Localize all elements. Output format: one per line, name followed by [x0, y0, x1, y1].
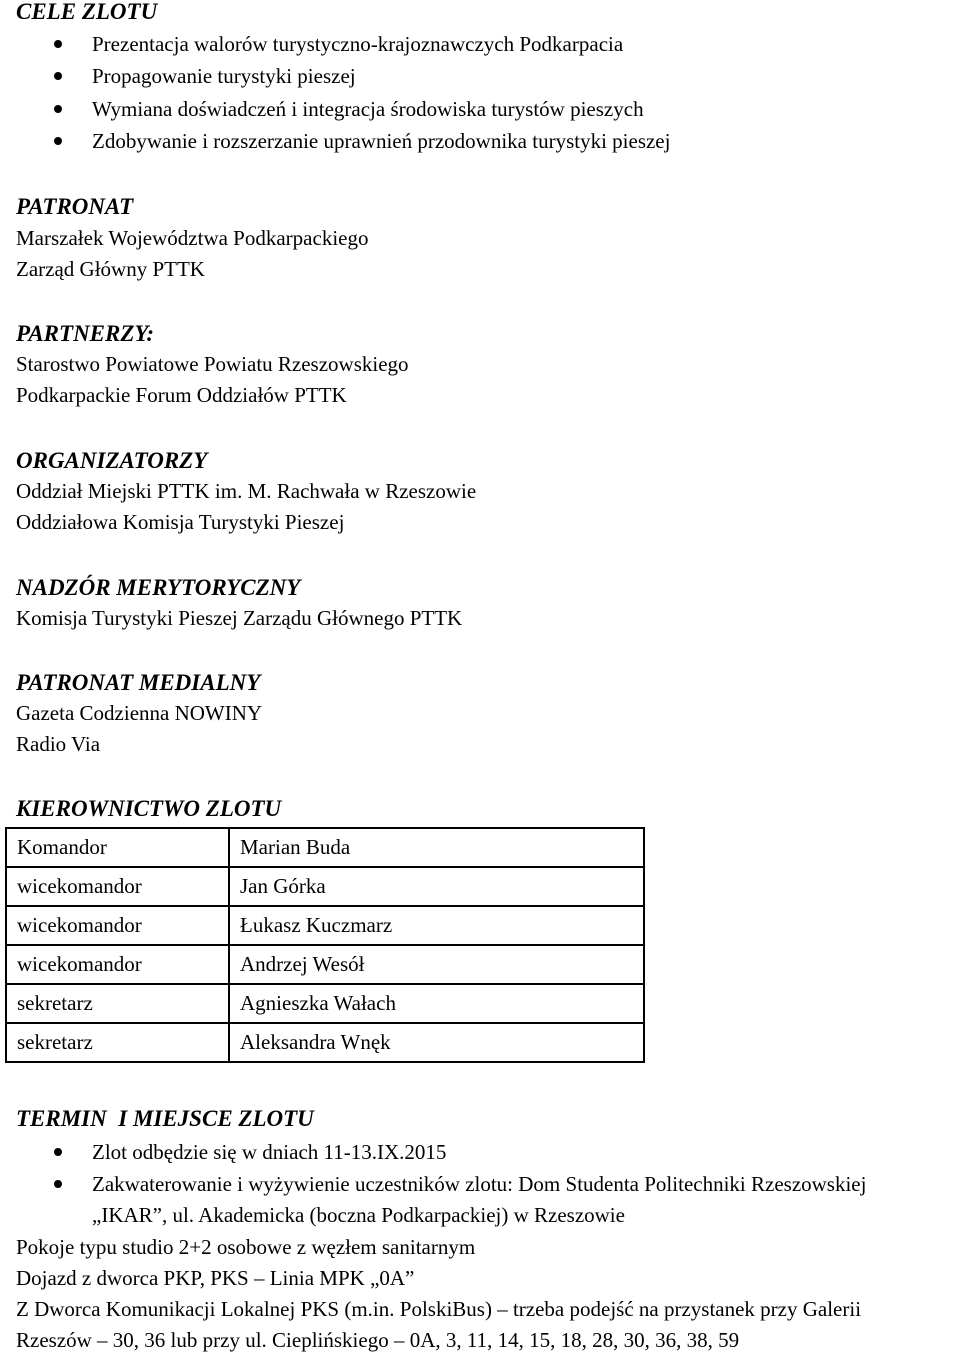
- person-cell: Jan Górka: [229, 867, 644, 906]
- table-row: [6, 1023, 644, 1062]
- role-cell: wicekomandor: [6, 906, 229, 945]
- venue-bullet: Zakwaterowanie i wyżywienie uczestników zlotu: Dom Studenta Politechniki Rzeszowskiej: [92, 1172, 867, 1196]
- goals-item: Wymiana doświadczeń i integracja środowiska turystów pieszych: [92, 97, 644, 121]
- bullet-icon: [54, 40, 62, 48]
- patronage-line: Zarząd Główny PTTK: [16, 257, 205, 281]
- supervision-heading: NADZÓR MERYTORYCZNY: [16, 575, 301, 600]
- goals-item: Prezentacja walorów turystyczno-krajoznawczych Podkarpacia: [92, 32, 624, 56]
- bullet-icon: [54, 105, 62, 113]
- patronage-heading: PATRONAT: [16, 194, 134, 219]
- partners-line: Starostwo Powiatowe Powiatu Rzeszowskiego: [16, 352, 409, 376]
- supervision-line: Komisja Turystyki Pieszej Zarządu Głównego PTTK: [16, 606, 463, 630]
- person-cell: Marian Buda: [229, 828, 644, 867]
- role-cell: sekretarz: [6, 984, 229, 1023]
- person-cell: Łukasz Kuczmarz: [229, 906, 644, 945]
- venue-bullet: Zlot odbędzie się w dniach 11-13.IX.2015: [92, 1140, 447, 1164]
- management-heading: KIEROWNICTWO ZLOTU: [16, 796, 282, 821]
- goals-heading: CELE ZLOTU: [16, 0, 158, 24]
- organizers-line: Oddziałowa Komisja Turystyki Pieszej: [16, 510, 345, 534]
- bullet-icon: [54, 72, 62, 80]
- person-cell: Aleksandra Wnęk: [229, 1023, 644, 1062]
- partners-heading: PARTNERZY:: [16, 321, 155, 346]
- management-table: [5, 827, 645, 1063]
- role-cell: wicekomandor: [6, 945, 229, 984]
- role-cell: sekretarz: [6, 1023, 229, 1062]
- person-cell: Agnieszka Wałach: [229, 984, 644, 1023]
- organizers-line: Oddział Miejski PTTK im. M. Rachwała w Rzeszowie: [16, 479, 477, 503]
- role-cell: Komandor: [6, 828, 229, 867]
- media-line: Radio Via: [16, 732, 101, 756]
- venue-line: Dojazd z dworca PKP, PKS – Linia MPK „0A”: [16, 1266, 415, 1290]
- organizers-heading: ORGANIZATORZY: [16, 448, 208, 473]
- media-heading: PATRONAT MEDIALNY: [16, 670, 261, 695]
- venue-line: Pokoje typu studio 2+2 osobowe z węzłem sanitarnym: [16, 1235, 476, 1259]
- goals-item: Zdobywanie i rozszerzanie uprawnień przodownika turystyki pieszej: [92, 129, 671, 153]
- role-cell: wicekomandor: [6, 867, 229, 906]
- bullet-icon: [54, 1180, 62, 1188]
- goals-item: Propagowanie turystyki pieszej: [92, 64, 356, 88]
- person-cell: Andrzej Wesół: [229, 945, 644, 984]
- venue-heading: TERMIN I MIEJSCE ZLOTU: [16, 1106, 314, 1131]
- patronage-line: Marszałek Województwa Podkarpackiego: [16, 226, 369, 250]
- bullet-icon: [54, 1148, 62, 1156]
- bullet-icon: [54, 137, 62, 145]
- media-line: Gazeta Codzienna NOWINY: [16, 701, 263, 725]
- table-row: [6, 828, 644, 867]
- table-row: [6, 945, 644, 984]
- venue-line: Rzeszów – 30, 36 lub przy ul. Cieplińskiego – 0A, 3, 11, 14, 15, 18, 28, 30, 36, 38, 59: [16, 1328, 740, 1352]
- partners-line: Podkarpackie Forum Oddziałów PTTK: [16, 383, 347, 407]
- venue-bullet-continuation: „IKAR”, ul. Akademicka (boczna Podkarpackiej) w Rzeszowie: [92, 1203, 625, 1227]
- table-row: [6, 906, 644, 945]
- table-row: [6, 984, 644, 1023]
- table-row: [6, 867, 644, 906]
- venue-line: Z Dworca Komunikacji Lokalnej PKS (m.in. PolskiBus) – trzeba podejść na przystanek przy Galerii: [16, 1297, 862, 1321]
